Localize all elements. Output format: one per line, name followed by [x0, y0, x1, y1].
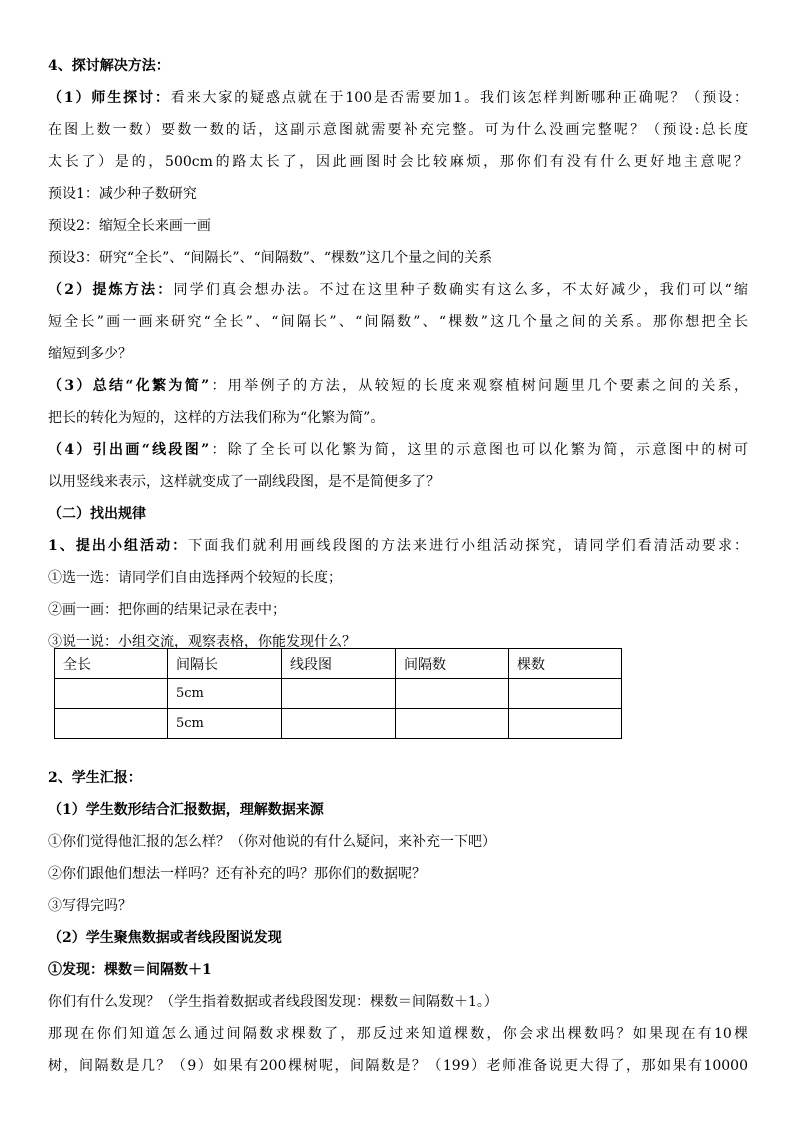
- preset-3: 预设3：研究“全长”、“间隔长”、“间隔数”、“棵数”这几个量之间的关系: [48, 250, 493, 266]
- report-q2-heading: （2）学生聚焦数据或者线段图说发现: [48, 930, 282, 946]
- record-table: [54, 648, 622, 739]
- group-activity-line: [48, 536, 748, 556]
- table-cell: 5cm: [168, 679, 282, 709]
- step-choose: ①选一选：请同学们自由选择两个较短的长度；: [48, 570, 342, 586]
- group-activity-heading: 1、提出小组活动：: [48, 538, 189, 554]
- teacher-discussion-text-1: 看来大家的疑惑点就在于100是否需要加1。我们该怎样判断哪种正确呢？（预设：: [170, 90, 748, 106]
- table-header-cell: 棵数: [509, 649, 622, 679]
- paragraph-teacher-discussion-line2: 在图上数一数）要数一数的话，这副示意图就需要补充完整。可为什么没画完整呢？（预设:总长度: [48, 122, 748, 138]
- step-draw: ②画一画：把你画的结果记录在表中；: [48, 602, 286, 618]
- table-cell: [509, 679, 622, 709]
- table-header-cell: 全长: [55, 649, 168, 679]
- finding-1-text-3: 树，间隔数是几？（9）如果有200棵树呢，间隔数是？（199）老师准备说更大得了，那如果有10000: [48, 1058, 748, 1074]
- paragraph-simplify-line2: 把长的转化为短的，这样的方法我们称为“化繁为简”。: [48, 410, 385, 426]
- finding-1-text-2: 那现在你们知道怎么通过间隔数求棵数了，那反过来知道棵数，你会求出棵数吗？如果现在有10棵: [48, 1026, 748, 1042]
- report-q1-b: ②你们跟他们想法一样吗？还有补充的吗？那你们的数据呢？: [48, 866, 426, 882]
- group-activity-text: 下面我们就利用画线段图的方法来进行小组活动探究，请同学们看清活动要求：: [188, 538, 748, 554]
- report-q1-a: ①你们觉得他汇报的怎么样？（你对他说的有什么疑问，来补充一下吧）: [48, 834, 496, 850]
- teacher-discussion-heading: （1）师生探讨：: [48, 90, 171, 106]
- paragraph-method-line2: 短全长”画一画来研究“全长”、“间隔长”、“间隔数”、“棵数”这几个量之间的关系。那你想把全长: [48, 314, 748, 330]
- table-cell: [396, 679, 509, 709]
- section-4-title: 4、探讨解决方法：: [48, 58, 170, 74]
- table-cell: [396, 709, 509, 739]
- table-header-cell: 间隔数: [396, 649, 509, 679]
- table-cell: 5cm: [168, 709, 282, 739]
- table-cell: [55, 709, 168, 739]
- paragraph-segment-line1: [48, 440, 748, 460]
- table-cell: [282, 709, 396, 739]
- report-q1-c: ③写得完吗？: [48, 898, 132, 914]
- finding-1-text-1: 你们有什么发现？（学生指着数据或者线段图发现：棵数＝间隔数＋1。）: [48, 994, 498, 1010]
- paragraph-simplify-line1: [48, 376, 748, 396]
- simplify-heading: （3）总结“化繁为简”: [48, 378, 210, 394]
- paragraph-segment-line2: 以用竖线来表示，这样就变成了一副线段图，是不是简便多了？: [48, 474, 440, 490]
- simplify-text-1: ：用举例子的方法，从较短的长度来观察植树问题里几个要素之间的关系，: [209, 378, 748, 394]
- segment-text-1: ：除了全长可以化繁为简，这里的示意图也可以化繁为简，示意图中的树可: [209, 442, 748, 458]
- segment-heading: （4）引出画“线段图”: [48, 442, 210, 458]
- table-cell: [509, 709, 622, 739]
- part-2-title: （二）找出规律: [48, 506, 146, 522]
- preset-1: 预设1：减少种子数研究: [48, 186, 197, 202]
- table-row: [55, 709, 622, 739]
- report-title: 2、学生汇报：: [48, 770, 142, 786]
- table-row: [55, 679, 622, 709]
- paragraph-teacher-discussion-line1: [48, 88, 748, 108]
- table-header-cell: 线段图: [282, 649, 396, 679]
- table-header-row: [55, 649, 622, 679]
- finding-1: ①发现：棵数＝间隔数＋1: [48, 962, 212, 978]
- table-header-cell: 间隔长: [168, 649, 282, 679]
- preset-2: 预设2：缩短全长来画一画: [48, 218, 211, 234]
- paragraph-method-line1: [48, 280, 748, 300]
- paragraph-teacher-discussion-line3: 太长了）是的，500cm的路太长了，因此画图时会比较麻烦，那你们有没有什么更好地主意呢？: [48, 154, 748, 170]
- table-cell: [55, 679, 168, 709]
- paragraph-method-line3: 缩短到多少？: [48, 346, 132, 362]
- method-text-1: 同学们真会想办法。不过在这里种子数确实有这么多，不太好减少，我们可以“缩: [173, 282, 748, 298]
- step-discuss: ③说一说：小组交流，观察表格，你能发现什么？: [48, 634, 356, 650]
- report-q1-heading: （1）学生数形结合汇报数据，理解数据来源: [48, 802, 324, 818]
- table-cell: [282, 679, 396, 709]
- method-heading: （2）提炼方法：: [48, 282, 174, 298]
